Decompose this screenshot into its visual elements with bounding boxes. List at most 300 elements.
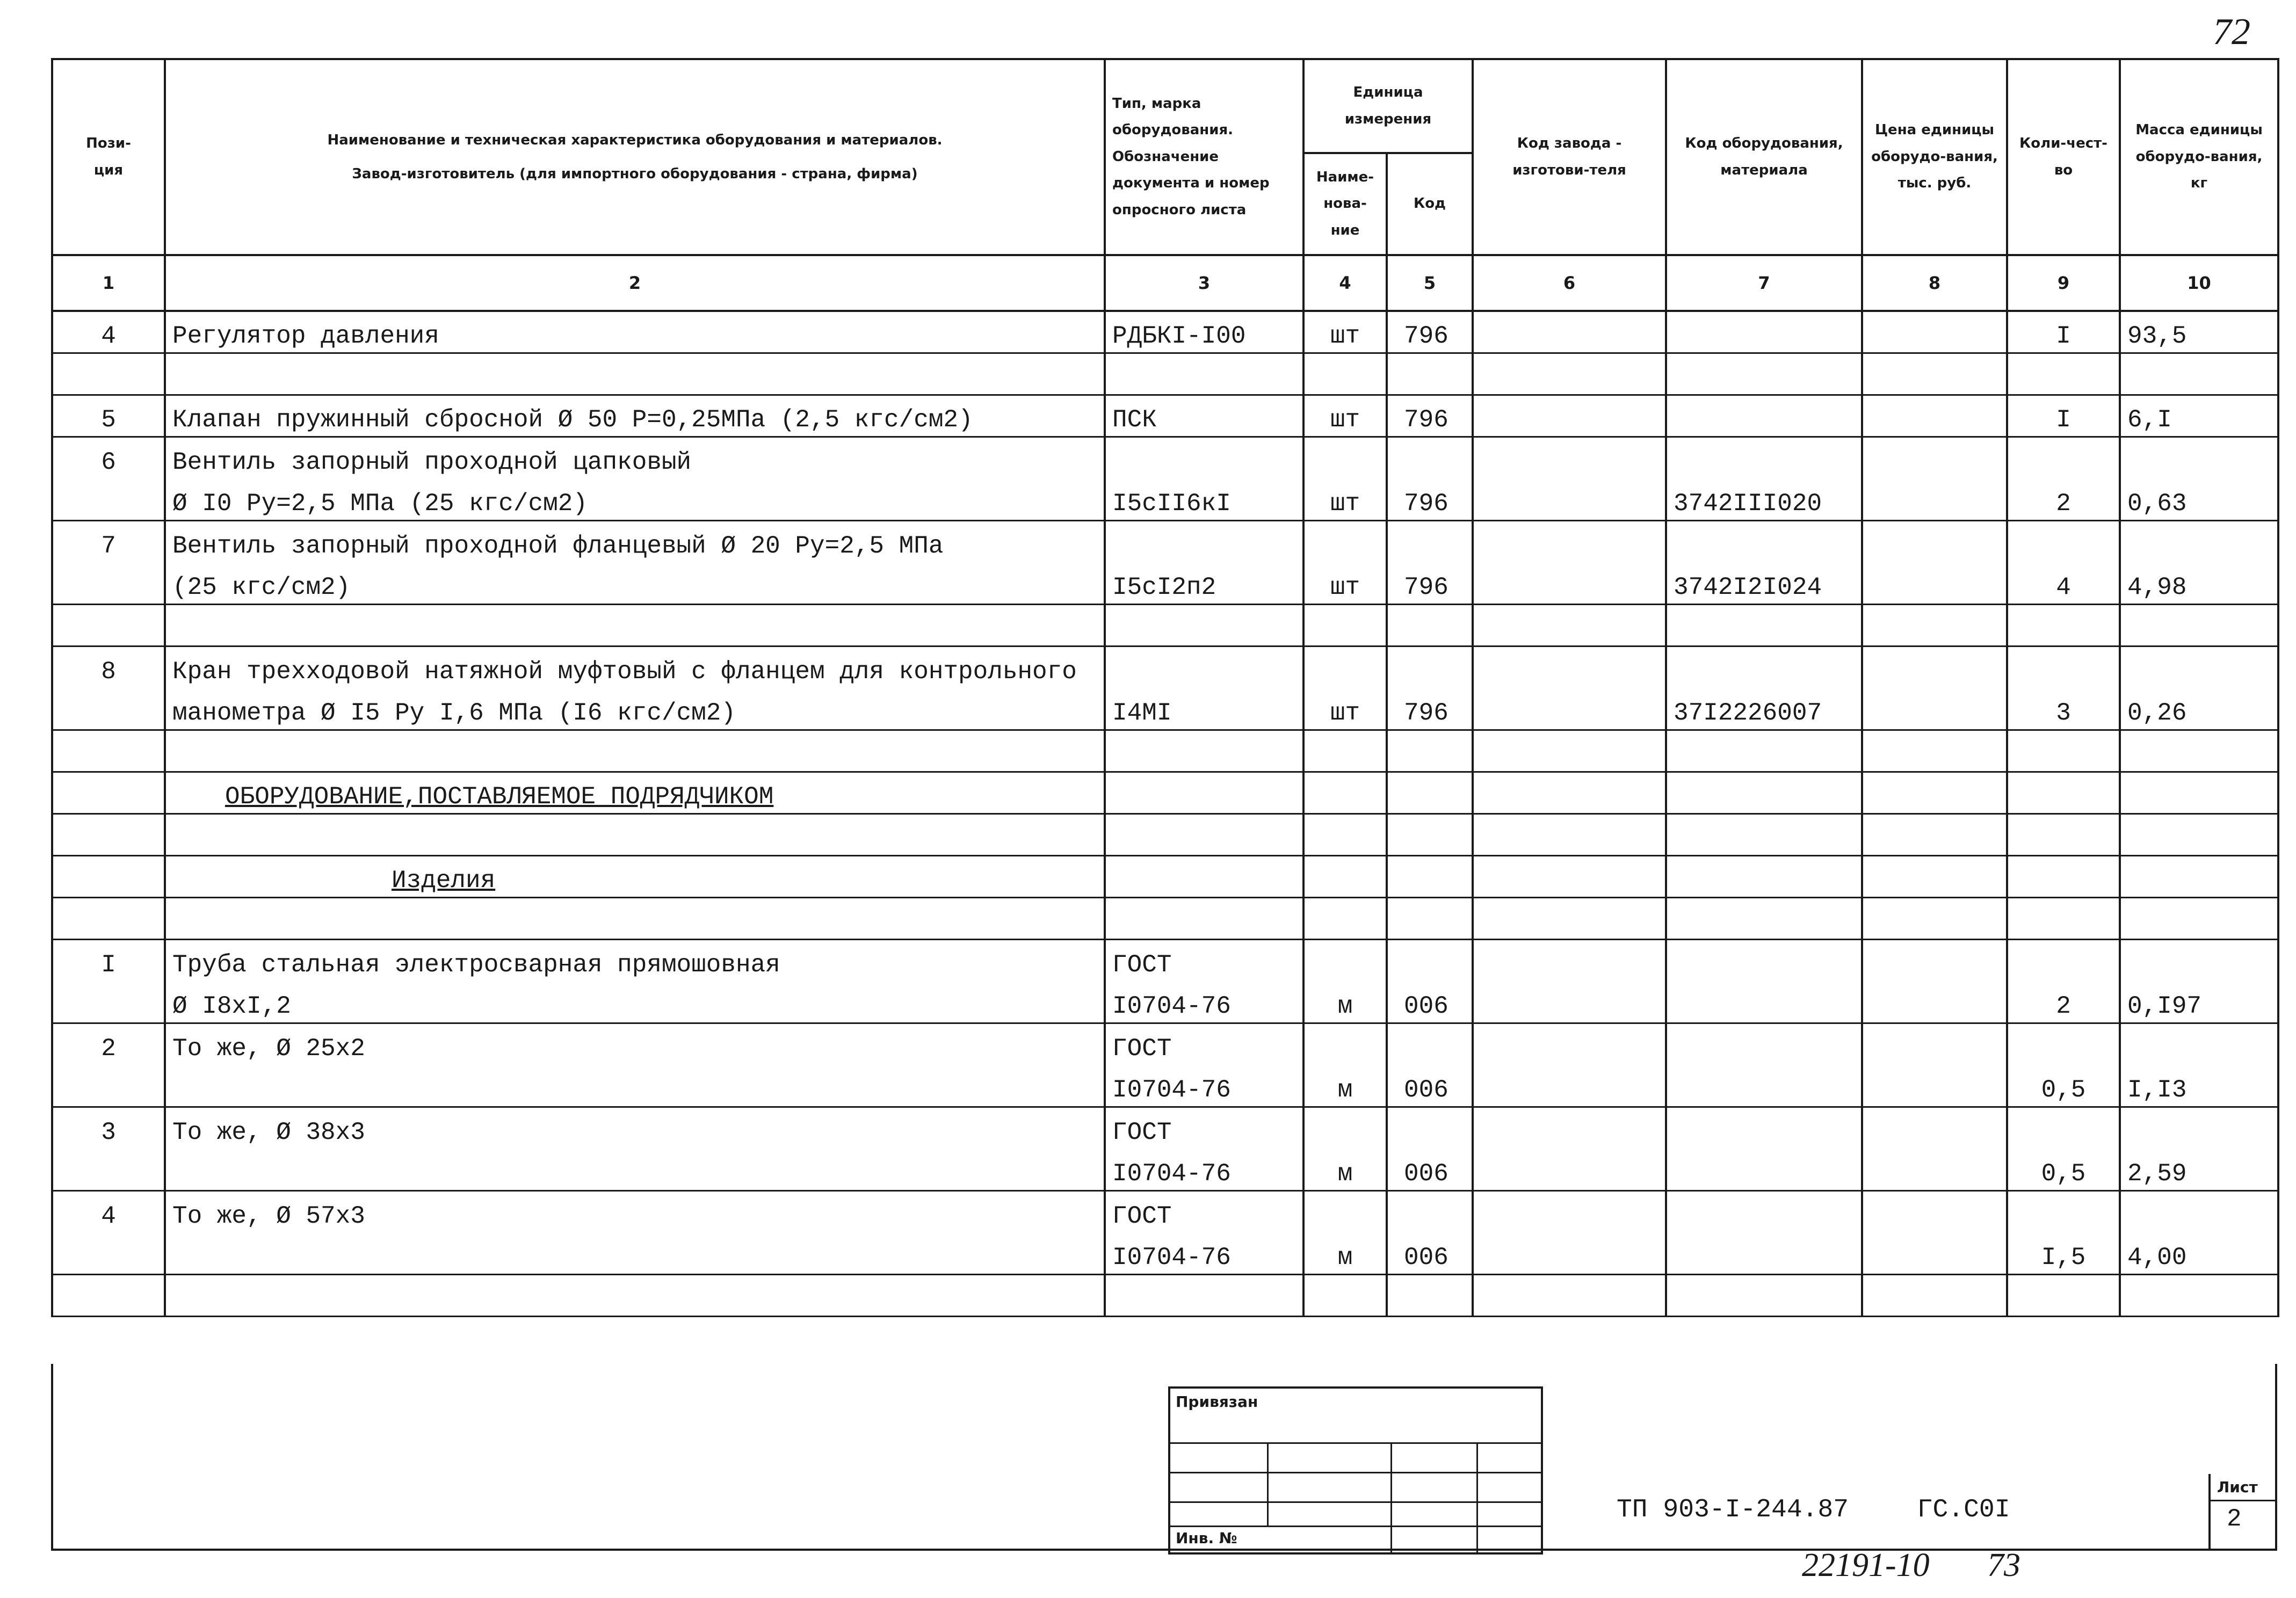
unit-cell: м <box>1303 981 1387 1023</box>
unit-cell: м <box>1303 1149 1387 1190</box>
frame-left <box>51 1364 53 1549</box>
unit-cell: шт <box>1303 478 1387 520</box>
unit-cell: м <box>1303 1065 1387 1107</box>
column-number: 8 <box>1862 255 2007 311</box>
equipment-code-cell <box>1666 981 1862 1023</box>
maker-code-cell <box>1473 395 1666 437</box>
type-cell <box>1105 813 1303 855</box>
unit-code-cell <box>1387 520 1473 562</box>
price-cell <box>1862 1274 2007 1316</box>
position-cell <box>52 772 165 813</box>
mass-cell <box>2120 813 2278 855</box>
name-cell <box>165 604 1105 646</box>
specification-table <box>51 58 2279 1317</box>
name-cell: То же, Ø 25х2 <box>165 1023 1105 1065</box>
column-number: 10 <box>2120 255 2278 311</box>
mass-cell <box>2120 604 2278 646</box>
name-cell <box>165 1274 1105 1316</box>
table-row <box>52 1065 2278 1107</box>
price-cell <box>1862 1065 2007 1107</box>
maker-code-cell <box>1473 897 1666 939</box>
maker-code-cell <box>1473 353 1666 395</box>
name-cell: манометра Ø I5 Ру I,6 МПа (I6 кгс/см2) <box>165 688 1105 730</box>
type-cell: I4МI <box>1105 688 1303 730</box>
name-cell: Изделия <box>165 855 1105 897</box>
quantity-cell: 2 <box>2007 478 2120 520</box>
sheet-box-number: 2 <box>2227 1505 2242 1533</box>
position-cell: 3 <box>52 1107 165 1149</box>
column-number: 9 <box>2007 255 2120 311</box>
unit-cell <box>1303 646 1387 688</box>
unit-cell <box>1303 1274 1387 1316</box>
type-cell: ГОСТ <box>1105 1023 1303 1065</box>
table-row <box>52 1149 2278 1190</box>
document-number: ТП 903-I-244.87 <box>1617 1495 1849 1524</box>
name-cell <box>165 813 1105 855</box>
equipment-code-cell <box>1666 646 1862 688</box>
column-number: 7 <box>1666 255 1862 311</box>
equipment-code-cell <box>1666 855 1862 897</box>
mass-cell: 0,63 <box>2120 478 2278 520</box>
table-header <box>52 59 2278 311</box>
type-cell <box>1105 730 1303 772</box>
header-unit-name: Наиме-нова-ние <box>1303 153 1387 255</box>
sheet-number: 72 <box>2213 11 2250 53</box>
price-cell <box>1862 604 2007 646</box>
header-position: Пози- ция <box>52 59 165 255</box>
maker-code-cell <box>1473 730 1666 772</box>
unit-cell: шт <box>1303 395 1387 437</box>
position-cell: 5 <box>52 395 165 437</box>
unit-code-cell: 796 <box>1387 478 1473 520</box>
unit-code-cell: 796 <box>1387 688 1473 730</box>
price-cell <box>1862 688 2007 730</box>
stamp-divider <box>1267 1442 1269 1526</box>
price-cell <box>1862 772 2007 813</box>
sheet-box-divider <box>2211 1500 2277 1501</box>
unit-code-cell: 796 <box>1387 311 1473 353</box>
type-cell <box>1105 437 1303 478</box>
bottom-page: 73 <box>1987 1547 2020 1584</box>
unit-code-cell <box>1387 730 1473 772</box>
quantity-cell <box>2007 1274 2120 1316</box>
maker-code-cell <box>1473 772 1666 813</box>
quantity-cell: 4 <box>2007 562 2120 604</box>
equipment-code-cell: 37I2226007 <box>1666 688 1862 730</box>
unit-cell <box>1303 437 1387 478</box>
table-row <box>52 311 2278 353</box>
quantity-cell: I,5 <box>2007 1232 2120 1274</box>
maker-code-cell <box>1473 981 1666 1023</box>
unit-cell <box>1303 353 1387 395</box>
price-cell <box>1862 1190 2007 1232</box>
unit-code-cell <box>1387 897 1473 939</box>
maker-code-cell <box>1473 1023 1666 1065</box>
document-suffix: ГС.С0I <box>1917 1495 2010 1524</box>
header-unit-code: Код <box>1387 153 1473 255</box>
column-number: 3 <box>1105 255 1303 311</box>
maker-code-cell <box>1473 604 1666 646</box>
position-cell: 6 <box>52 437 165 478</box>
header-unit-group: Единица измерения <box>1303 59 1473 153</box>
equipment-code-cell: 3742I2I024 <box>1666 562 1862 604</box>
equipment-code-cell <box>1666 1107 1862 1149</box>
table-row <box>52 772 2278 813</box>
quantity-cell <box>2007 855 2120 897</box>
position-cell: 4 <box>52 311 165 353</box>
price-cell <box>1862 311 2007 353</box>
table-row <box>52 646 2278 688</box>
price-cell <box>1862 730 2007 772</box>
document-code <box>1617 1495 2010 1524</box>
price-cell <box>1862 939 2007 981</box>
header-maker-code: Код завода - изготови-теля <box>1473 59 1666 255</box>
name-cell: То же, Ø 38х3 <box>165 1107 1105 1149</box>
unit-cell <box>1303 772 1387 813</box>
column-number: 1 <box>52 255 165 311</box>
quantity-cell: I <box>2007 311 2120 353</box>
position-cell <box>52 1065 165 1107</box>
mass-cell: 4,00 <box>2120 1232 2278 1274</box>
quantity-cell <box>2007 1190 2120 1232</box>
mass-cell <box>2120 437 2278 478</box>
name-cell: Труба стальная электросварная прямошовная <box>165 939 1105 981</box>
type-cell <box>1105 353 1303 395</box>
name-cell: Кран трехходовой натяжной муфтовый с фланцем для контрольного <box>165 646 1105 688</box>
table-row <box>52 604 2278 646</box>
type-cell: ПСК <box>1105 395 1303 437</box>
quantity-cell: 0,5 <box>2007 1065 2120 1107</box>
maker-code-cell <box>1473 646 1666 688</box>
table-row <box>52 395 2278 437</box>
unit-cell <box>1303 939 1387 981</box>
stamp-divider <box>1170 1526 1541 1527</box>
equipment-code-cell <box>1666 604 1862 646</box>
maker-code-cell <box>1473 520 1666 562</box>
unit-cell <box>1303 855 1387 897</box>
equipment-code-cell <box>1666 1274 1862 1316</box>
equipment-code-cell <box>1666 1065 1862 1107</box>
price-cell <box>1862 1149 2007 1190</box>
position-cell <box>52 1149 165 1190</box>
type-cell <box>1105 604 1303 646</box>
name-cell: Вентиль запорный проходной цапковый <box>165 437 1105 478</box>
header-mass: Масса единицы оборудо-вания, кг <box>2120 59 2278 255</box>
price-cell <box>1862 478 2007 520</box>
table-row <box>52 897 2278 939</box>
mass-cell <box>2120 1023 2278 1065</box>
quantity-cell: 0,5 <box>2007 1149 2120 1190</box>
table-row <box>52 562 2278 604</box>
name-cell: (25 кгс/см2) <box>165 562 1105 604</box>
maker-code-cell <box>1473 813 1666 855</box>
maker-code-cell <box>1473 939 1666 981</box>
price-cell <box>1862 981 2007 1023</box>
header-column-numbers <box>52 255 2278 311</box>
name-cell: Вентиль запорный проходной фланцевый Ø 20 Ру=2,5 МПа <box>165 520 1105 562</box>
frame-bottom <box>51 1549 2277 1551</box>
position-cell <box>52 897 165 939</box>
name-cell <box>165 1232 1105 1274</box>
mass-cell <box>2120 730 2278 772</box>
maker-code-cell <box>1473 1107 1666 1149</box>
type-cell <box>1105 897 1303 939</box>
equipment-code-cell <box>1666 437 1862 478</box>
equipment-code-cell <box>1666 311 1862 353</box>
quantity-cell <box>2007 939 2120 981</box>
price-cell <box>1862 353 2007 395</box>
unit-cell <box>1303 604 1387 646</box>
binding-stamp <box>1168 1386 1543 1555</box>
position-cell: 2 <box>52 1023 165 1065</box>
mass-cell <box>2120 353 2278 395</box>
unit-code-cell <box>1387 353 1473 395</box>
bottom-code: 22191-10 <box>1802 1547 1930 1584</box>
quantity-cell <box>2007 437 2120 478</box>
unit-code-cell <box>1387 939 1473 981</box>
position-cell <box>52 855 165 897</box>
type-cell: ГОСТ <box>1105 1190 1303 1232</box>
name-cell: Регулятор давления <box>165 311 1105 353</box>
mass-cell <box>2120 646 2278 688</box>
name-cell <box>165 730 1105 772</box>
unit-cell: шт <box>1303 311 1387 353</box>
inventory-label: Инв. № <box>1176 1529 1237 1547</box>
unit-code-cell <box>1387 772 1473 813</box>
name-cell: То же, Ø 57х3 <box>165 1190 1105 1232</box>
price-cell <box>1862 813 2007 855</box>
type-cell: I0704-76 <box>1105 1149 1303 1190</box>
price-cell <box>1862 1107 2007 1149</box>
unit-cell <box>1303 1190 1387 1232</box>
column-number: 2 <box>165 255 1105 311</box>
mass-cell: I,I3 <box>2120 1065 2278 1107</box>
position-cell <box>52 478 165 520</box>
header-name: Наименование и техническая характеристика оборудования и материалов. Завод-изготовитель (для импортного оборудования - страна, фирма) <box>165 59 1105 255</box>
table-row <box>52 437 2278 478</box>
header-quantity: Коли-чест-во <box>2007 59 2120 255</box>
name-cell <box>165 1149 1105 1190</box>
table-row <box>52 730 2278 772</box>
equipment-code-cell <box>1666 353 1862 395</box>
maker-code-cell <box>1473 688 1666 730</box>
table-row <box>52 1107 2278 1149</box>
table-row <box>52 520 2278 562</box>
price-cell <box>1862 1232 2007 1274</box>
position-cell: I <box>52 939 165 981</box>
unit-code-cell <box>1387 604 1473 646</box>
type-cell: I0704-76 <box>1105 981 1303 1023</box>
table-row <box>52 813 2278 855</box>
unit-code-cell <box>1387 855 1473 897</box>
unit-code-cell <box>1387 1274 1473 1316</box>
unit-cell <box>1303 1023 1387 1065</box>
type-cell <box>1105 855 1303 897</box>
position-cell: 7 <box>52 520 165 562</box>
table-row <box>52 981 2278 1023</box>
unit-cell <box>1303 520 1387 562</box>
unit-code-cell: 796 <box>1387 562 1473 604</box>
table-row <box>52 939 2278 981</box>
table-row <box>52 478 2278 520</box>
table-row <box>52 688 2278 730</box>
name-cell <box>165 1065 1105 1107</box>
sheet-box <box>2208 1474 2277 1549</box>
position-cell <box>52 1274 165 1316</box>
quantity-cell: 2 <box>2007 981 2120 1023</box>
mass-cell: 6,I <box>2120 395 2278 437</box>
quantity-cell <box>2007 604 2120 646</box>
column-number: 5 <box>1387 255 1473 311</box>
type-cell: ГОСТ <box>1105 939 1303 981</box>
quantity-cell <box>2007 1107 2120 1149</box>
maker-code-cell <box>1473 562 1666 604</box>
quantity-cell <box>2007 646 2120 688</box>
equipment-code-cell <box>1666 730 1862 772</box>
mass-cell <box>2120 1190 2278 1232</box>
maker-code-cell <box>1473 1190 1666 1232</box>
mass-cell: 2,59 <box>2120 1149 2278 1190</box>
unit-code-cell: 006 <box>1387 1149 1473 1190</box>
position-cell: 4 <box>52 1190 165 1232</box>
unit-cell: м <box>1303 1232 1387 1274</box>
position-cell <box>52 604 165 646</box>
type-cell: ГОСТ <box>1105 1107 1303 1149</box>
table-body <box>52 311 2278 1316</box>
mass-cell: 0,I97 <box>2120 981 2278 1023</box>
stamp-divider <box>1170 1501 1541 1503</box>
mass-cell <box>2120 1274 2278 1316</box>
unit-code-cell: 796 <box>1387 395 1473 437</box>
unit-code-cell <box>1387 813 1473 855</box>
position-cell: 8 <box>52 646 165 688</box>
type-cell <box>1105 1274 1303 1316</box>
position-cell <box>52 730 165 772</box>
mass-cell <box>2120 772 2278 813</box>
unit-code-cell <box>1387 1107 1473 1149</box>
unit-code-cell: 006 <box>1387 1232 1473 1274</box>
name-cell: ОБОРУДОВАНИЕ,ПОСТАВЛЯЕМОЕ ПОДРЯДЧИКОМ <box>165 772 1105 813</box>
price-cell <box>1862 897 2007 939</box>
name-cell: Ø I0 Ру=2,5 МПа (25 кгс/см2) <box>165 478 1105 520</box>
price-cell <box>1862 1023 2007 1065</box>
name-cell <box>165 897 1105 939</box>
unit-cell <box>1303 813 1387 855</box>
stamp-divider <box>1170 1442 1541 1444</box>
mass-cell <box>2120 855 2278 897</box>
quantity-cell <box>2007 772 2120 813</box>
table-row <box>52 1274 2278 1316</box>
maker-code-cell <box>1473 311 1666 353</box>
header-type: Тип, марка оборудования. Обозначение документа и номер опросного листа <box>1105 59 1303 255</box>
position-cell <box>52 353 165 395</box>
equipment-code-cell <box>1666 520 1862 562</box>
stamp-divider <box>1476 1442 1478 1552</box>
price-cell <box>1862 855 2007 897</box>
unit-cell <box>1303 897 1387 939</box>
unit-cell: шт <box>1303 688 1387 730</box>
type-cell: РДБКI-I00 <box>1105 311 1303 353</box>
equipment-code-cell <box>1666 939 1862 981</box>
table-row <box>52 353 2278 395</box>
maker-code-cell <box>1473 478 1666 520</box>
mass-cell: 0,26 <box>2120 688 2278 730</box>
type-cell <box>1105 646 1303 688</box>
sheet-label: Лист <box>2217 1478 2258 1496</box>
maker-code-cell <box>1473 1065 1666 1107</box>
position-cell <box>52 981 165 1023</box>
mass-cell <box>2120 520 2278 562</box>
header-equipment-code: Код оборудования, материала <box>1666 59 1862 255</box>
unit-cell <box>1303 1107 1387 1149</box>
quantity-cell <box>2007 1023 2120 1065</box>
table-row <box>52 1023 2278 1065</box>
maker-code-cell <box>1473 1274 1666 1316</box>
equipment-code-cell <box>1666 897 1862 939</box>
mass-cell <box>2120 939 2278 981</box>
price-cell <box>1862 395 2007 437</box>
equipment-code-cell <box>1666 1149 1862 1190</box>
equipment-code-cell <box>1666 813 1862 855</box>
stamp-divider <box>1170 1472 1541 1473</box>
maker-code-cell <box>1473 1149 1666 1190</box>
price-cell <box>1862 437 2007 478</box>
unit-cell <box>1303 730 1387 772</box>
quantity-cell <box>2007 813 2120 855</box>
header-price: Цена единицы оборудо-вания, тыс. руб. <box>1862 59 2007 255</box>
mass-cell <box>2120 1107 2278 1149</box>
unit-code-cell: 006 <box>1387 1065 1473 1107</box>
price-cell <box>1862 562 2007 604</box>
quantity-cell <box>2007 897 2120 939</box>
mass-cell: 93,5 <box>2120 311 2278 353</box>
quantity-cell <box>2007 730 2120 772</box>
type-cell: I0704-76 <box>1105 1065 1303 1107</box>
equipment-code-cell <box>1666 1232 1862 1274</box>
column-number: 6 <box>1473 255 1666 311</box>
quantity-cell: I <box>2007 395 2120 437</box>
name-cell: Клапан пружинный сбросной Ø 50 Р=0,25МПа (2,5 кгс/см2) <box>165 395 1105 437</box>
price-cell <box>1862 646 2007 688</box>
name-cell <box>165 353 1105 395</box>
price-cell <box>1862 520 2007 562</box>
equipment-code-cell <box>1666 772 1862 813</box>
unit-cell: шт <box>1303 562 1387 604</box>
name-cell: Ø I8хI,2 <box>165 981 1105 1023</box>
position-cell <box>52 813 165 855</box>
equipment-code-cell <box>1666 1190 1862 1232</box>
unit-code-cell <box>1387 1190 1473 1232</box>
column-number: 4 <box>1303 255 1387 311</box>
position-cell <box>52 562 165 604</box>
mass-cell: 4,98 <box>2120 562 2278 604</box>
unit-code-cell <box>1387 646 1473 688</box>
equipment-code-cell <box>1666 395 1862 437</box>
quantity-cell <box>2007 353 2120 395</box>
unit-code-cell: 006 <box>1387 981 1473 1023</box>
maker-code-cell <box>1473 437 1666 478</box>
type-cell: I0704-76 <box>1105 1232 1303 1274</box>
equipment-code-cell: 3742III020 <box>1666 478 1862 520</box>
table-row <box>52 1190 2278 1232</box>
type-cell: I5сII6кI <box>1105 478 1303 520</box>
type-cell <box>1105 520 1303 562</box>
maker-code-cell <box>1473 1232 1666 1274</box>
position-cell <box>52 1232 165 1274</box>
position-cell <box>52 688 165 730</box>
quantity-cell <box>2007 520 2120 562</box>
quantity-cell: 3 <box>2007 688 2120 730</box>
